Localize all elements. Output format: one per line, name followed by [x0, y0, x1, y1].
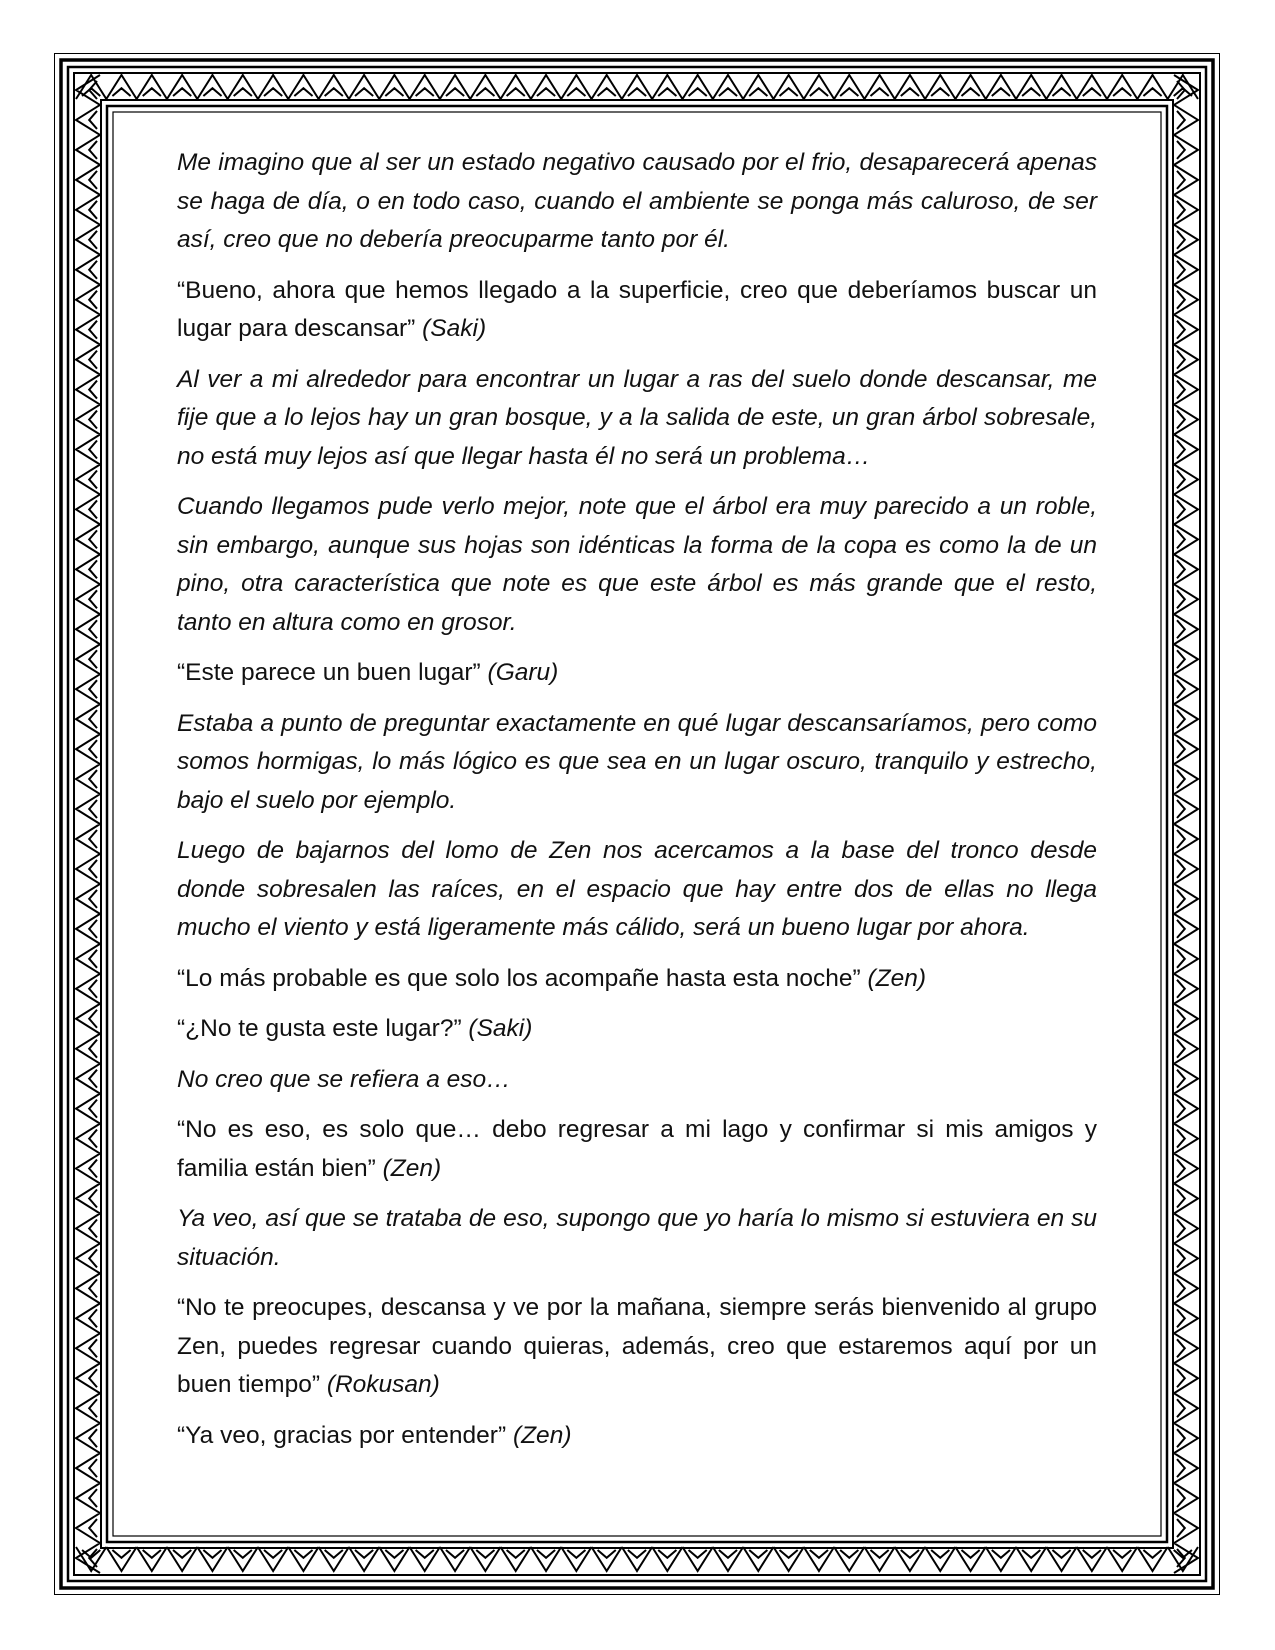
frame-zigzag-bottom: [76, 1547, 1198, 1571]
dialogue-paragraph: [177, 1010, 1097, 1049]
dialogue-paragraph: [177, 654, 1097, 693]
narration-paragraph: No creo que se refiera a eso…: [177, 1065, 511, 1093]
dialogue-paragraph: [177, 1417, 1097, 1456]
speaker-tag: (Zen): [867, 964, 927, 992]
dialogue-text: “¿No te gusta este lugar?”: [177, 1015, 462, 1042]
narration-paragraph: Estaba a punto de preguntar exactamente en qué lugar descansaríamos, pero como somos hormigas, lo más lógico es que sea en un lugar oscuro, tranquilo y estrecho, bajo el suelo por ejemplo.: [177, 709, 1097, 814]
dialogue-text: “Lo más probable es que solo los acompañe hasta esta noche”: [177, 964, 861, 992]
speaker-tag: (Rokusan): [326, 1371, 440, 1398]
speaker-tag: (Garu): [487, 659, 559, 686]
narration-paragraph: Me imagino que al ser un estado negativo causado por el frio, desaparecerá apenas se haga de día, o en todo caso, cuando el ambiente se ponga más caluroso, de ser así, creo que no debería preocuparme tanto por él.: [177, 149, 1097, 253]
dialogue-text: “No es eso, es solo que… debo regresar a mi lago y confirmar si mis amigos y familia están bien”: [177, 1116, 1097, 1182]
dialogue-text: “Ya veo, gracias por entender”: [177, 1421, 507, 1449]
speaker-tag: (Zen): [382, 1154, 442, 1182]
dialogue-text: “Bueno, ahora que hemos llegado a la superficie, creo que deberíamos buscar un lugar para descansar”: [177, 276, 1097, 342]
narration-paragraph: Cuando llegamos pude verlo mejor, note que el árbol era muy parecido a un roble, sin embargo, aunque sus hojas son idénticas la forma de la copa es como la de un pino, otra característica que note es que este árbol es más grande que el resto, tanto en altura como en grosor.: [177, 493, 1097, 636]
dialogue-paragraph: [177, 960, 1097, 999]
narration-paragraph: Ya veo, así que se trataba de eso, supongo que yo haría lo mismo si estuviera en su situación.: [177, 1205, 1097, 1271]
dialogue-paragraph: [177, 1111, 1097, 1188]
narration-paragraph: Luego de bajarnos del lomo de Zen nos acercamos a la base del tronco desde donde sobresalen las raíces, en el espacio que hay entre dos de ellas no llega mucho el viento y está ligeramente más cálido, será un bueno lugar por ahora.: [177, 837, 1097, 941]
speaker-tag: (Zen): [512, 1421, 572, 1449]
dialogue-paragraph: [177, 1289, 1097, 1405]
dialogue-text: “No te preocupes, descansa y ve por la mañana, siempre serás bienvenido al grupo Zen, puedes regresar cuando quieras, además, creo que estaremos aquí por un buen tiempo”: [177, 1294, 1097, 1398]
speaker-tag: (Saki): [468, 1015, 533, 1042]
speaker-tag: (Saki): [422, 315, 487, 342]
narration-paragraph: Al ver a mi alrededor para encontrar un lugar a ras del suelo donde descansar, me fije que a lo lejos hay un gran bosque, y a la salida de este, un gran árbol sobresale, no está muy lejos así que llegar hasta él no será un problema…: [177, 365, 1097, 470]
frame-zigzag-top: [76, 75, 1198, 99]
dialogue-text: “Este parece un buen lugar”: [177, 659, 481, 686]
dialogue-paragraph: [177, 272, 1097, 349]
frame-zigzag-right: [1174, 75, 1198, 1573]
story-text: [177, 144, 1097, 1467]
frame-zigzag-left: [76, 75, 100, 1573]
